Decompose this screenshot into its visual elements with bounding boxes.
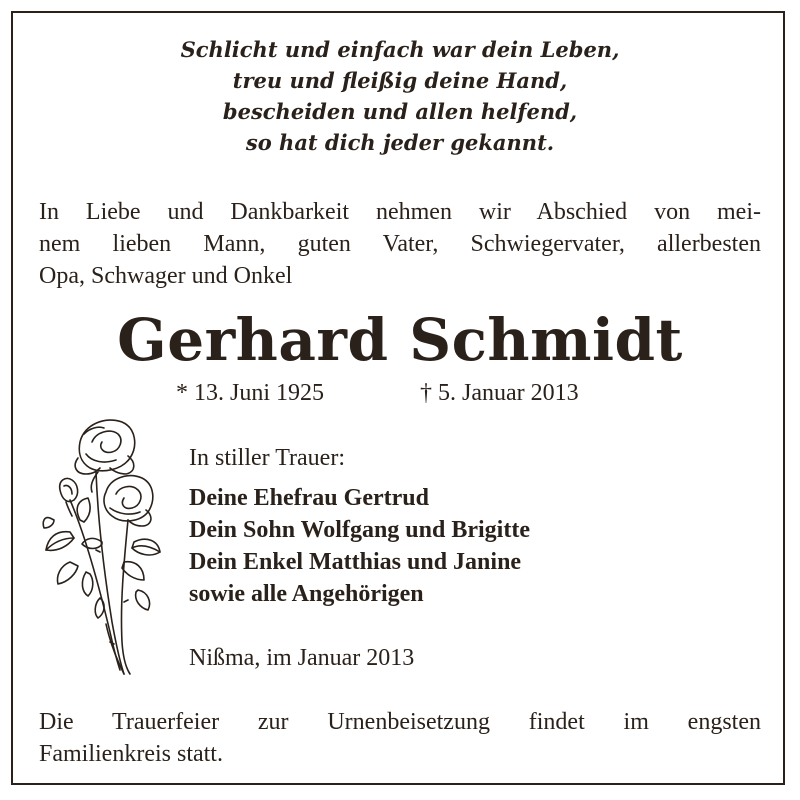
deceased-name: Gerhard Schmidt <box>117 306 683 374</box>
farewell-line: Opa, Schwager und Onkel <box>39 263 293 289</box>
poem-line: treu und fleißig deine Hand, <box>232 68 568 93</box>
farewell-line: nem lieben Mann, guten Vater, Schwiegervater, allerbesten <box>39 231 761 257</box>
mourner: Dein Enkel Matthias und Janine <box>189 549 522 575</box>
poem-line: so hat dich jeder gekannt. <box>245 130 555 155</box>
mourner: Dein Sohn Wolfgang und Brigitte <box>189 517 530 543</box>
funeral-notice <box>39 706 761 770</box>
poem-line: bescheiden und allen helfend, <box>222 99 578 124</box>
place-date: Nißma, im Januar 2013 <box>189 645 415 671</box>
death-date: † 5. Januar 2013 <box>420 380 579 406</box>
farewell-line: In Liebe und Dankbarkeit nehmen wir Abschied von mei- <box>39 199 761 225</box>
mourners-list <box>189 482 530 610</box>
poem-line: Schlicht und einfach war dein Leben, <box>180 37 620 62</box>
mourner: sowie alle Angehörigen <box>189 581 424 607</box>
farewell-text <box>39 196 761 292</box>
funeral-line: Die Trauerfeier zur Urnenbeisetzung findet im engsten <box>39 709 761 735</box>
memorial-poem <box>0 34 800 158</box>
rose-bouquet-icon <box>40 412 170 687</box>
mourning-heading: In stiller Trauer: <box>189 445 345 471</box>
funeral-line: Familienkreis statt. <box>39 741 223 767</box>
mourner: Deine Ehefrau Gertrud <box>189 485 429 511</box>
birth-date: * 13. Juni 1925 <box>176 380 325 406</box>
